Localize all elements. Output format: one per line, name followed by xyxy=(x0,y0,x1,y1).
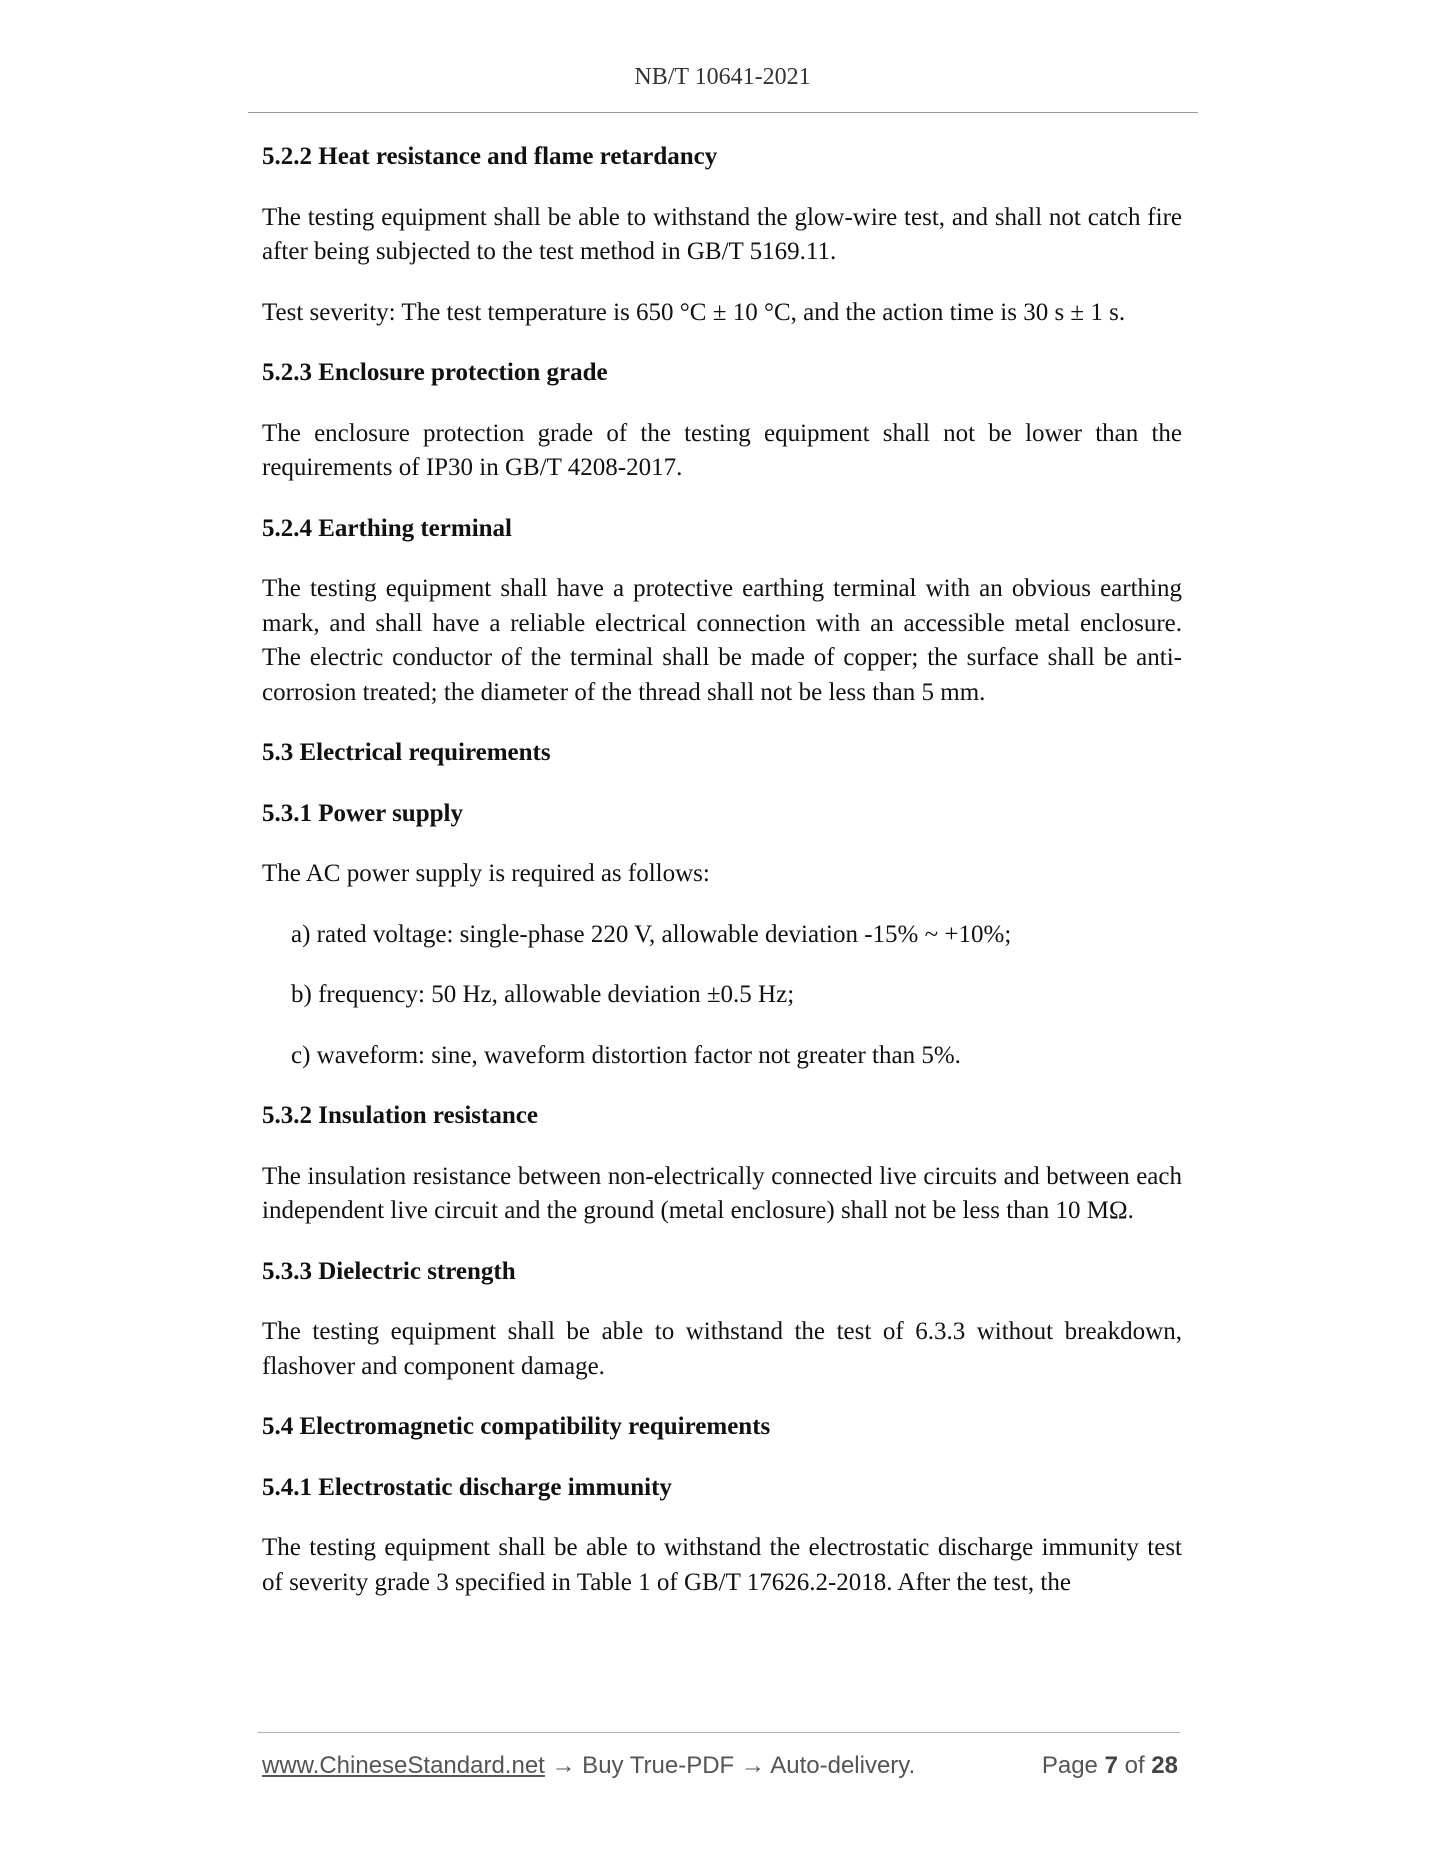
of-label: of xyxy=(1124,1752,1145,1779)
list-item: a) rated voltage: single-phase 220 V, allowable deviation -15% ~ +10%; xyxy=(291,920,1012,948)
header-divider xyxy=(248,112,1198,113)
page-counter xyxy=(1042,1752,1178,1780)
section-heading: 5.2.4 Earthing terminal xyxy=(262,514,512,542)
body-paragraph: The testing equipment shall be able to withstand the test of 6.3.3 without breakdown, flashover and component damage. xyxy=(262,1318,1182,1380)
section-heading: 5.2.2 Heat resistance and flame retardancy xyxy=(262,143,718,170)
list-item: c) waveform: sine, waveform distortion factor not greater than 5%. xyxy=(291,1041,961,1069)
document-header: NB/T 10641-2021 xyxy=(634,64,811,90)
body-paragraph: The testing equipment shall have a protective earthing terminal with an obvious earthing mark, and shall have a reliable electrical connection with an accessible metal enclosure. The electric conductor of the terminal shall be made of copper; the surface shall be anti-corrosion treated; the diameter of the thread shall not be less than 5 mm. xyxy=(262,575,1182,706)
section-heading: 5.3.3 Dielectric strength xyxy=(262,1257,516,1285)
section-heading: 5.4.1 Electrostatic discharge immunity xyxy=(262,1473,672,1501)
section-heading: 5.2.3 Enclosure protection grade xyxy=(262,359,608,386)
body-paragraph: The testing equipment shall be able to withstand the electrostatic discharge immunity test of severity grade 3 specified in Table 1 of GB/T 17626.2-2018. After the test, the xyxy=(262,1534,1182,1596)
document-body xyxy=(262,140,1182,1626)
section-heading: 5.3.2 Insulation resistance xyxy=(262,1102,538,1129)
page-footer xyxy=(262,1752,1178,1784)
body-paragraph: The insulation resistance between non-electrically connected live circuits and between each independent live circuit and the ground (metal enclosure) shall not be less than 10 MΩ. xyxy=(262,1162,1182,1224)
body-paragraph: The enclosure protection grade of the testing equipment shall not be lower than the requirements of IP30 in GB/T 4208-2017. xyxy=(262,419,1182,481)
section-heading: 5.3 Electrical requirements xyxy=(262,739,551,766)
body-paragraph: The AC power supply is required as follows: xyxy=(262,860,710,887)
section-heading: 5.3.1 Power supply xyxy=(262,799,463,827)
page-label: Page xyxy=(1041,1752,1098,1779)
section-heading: 5.4 Electromagnetic compatibility requirements xyxy=(262,1413,771,1440)
page-number: 7 xyxy=(1104,1752,1118,1779)
footer-tagline: → Buy True-PDF → Auto-delivery. xyxy=(544,1752,916,1779)
footer-promo xyxy=(262,1752,915,1780)
body-paragraph: Test severity: The test temperature is 650 °C ± 10 °C, and the action time is 30 s ± 1 s. xyxy=(262,298,1126,326)
website-link[interactable]: www.ChineseStandard.net xyxy=(262,1752,545,1779)
total-pages: 28 xyxy=(1151,1752,1178,1779)
footer-divider xyxy=(258,1732,1180,1733)
list-item: b) frequency: 50 Hz, allowable deviation ±0.5 Hz; xyxy=(291,981,795,1008)
body-paragraph: The testing equipment shall be able to withstand the glow-wire test, and shall not catch fire after being subjected to the test method in GB/T 5169.11. xyxy=(262,203,1182,265)
